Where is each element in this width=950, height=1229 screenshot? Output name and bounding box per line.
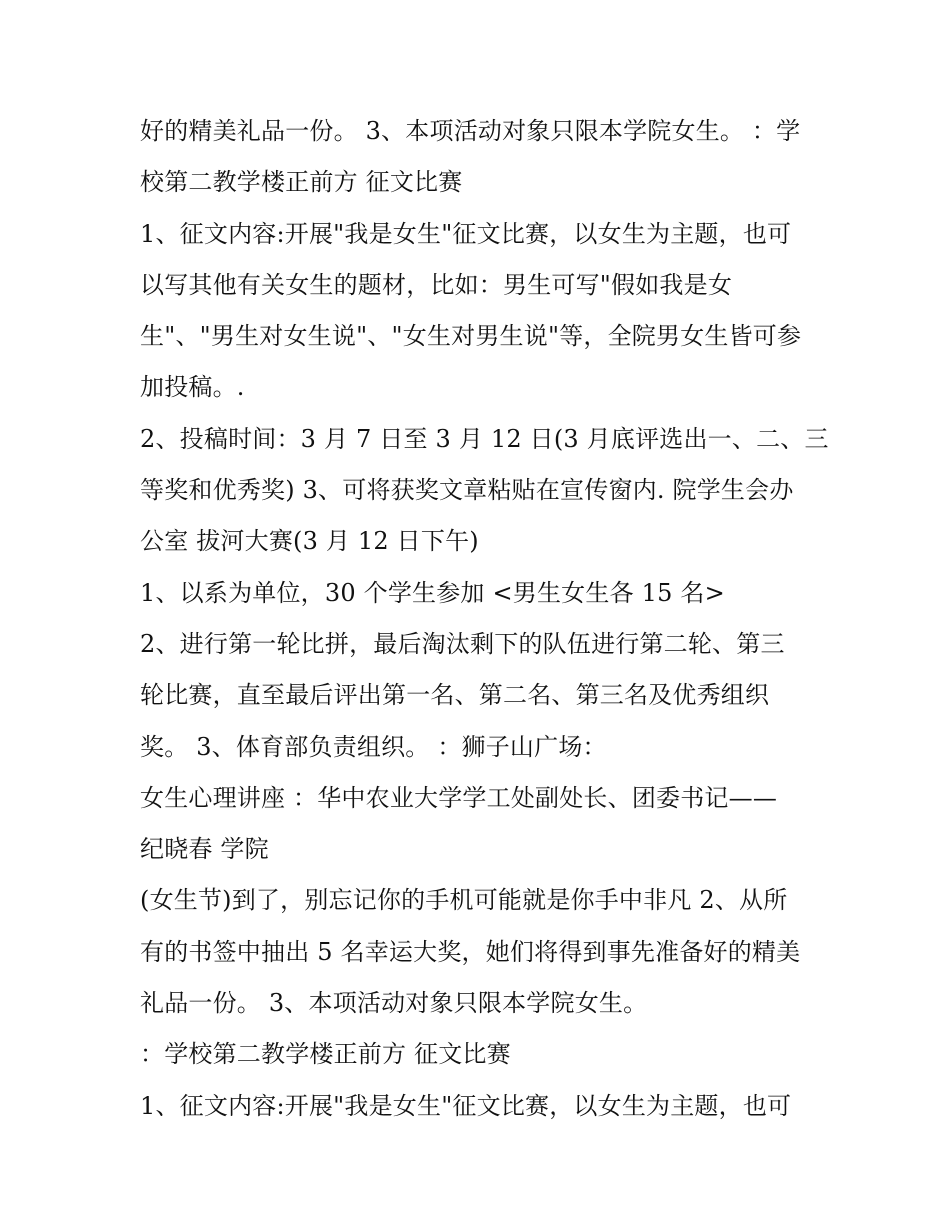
text-line: 有的书签中抽出 5 名幸运大奖，她们将得到事先准备好的精美 (140, 937, 801, 966)
text-line: 以写其他有关女生的题材，比如：男生可写"假如我是女 (140, 270, 733, 299)
text-line: ：学校第二教学楼正前方 征文比赛 (140, 1040, 511, 1069)
text-line: 1、征文内容:开展"我是女生"征文比赛，以女生为主题，也可 (140, 219, 792, 248)
text-line: 1、征文内容:开展"我是女生"征文比赛，以女生为主题，也可 (140, 1091, 792, 1120)
text-line: 校第二教学楼正前方 征文比赛 (140, 168, 463, 197)
text-line: 纪晓春 学院 (140, 835, 269, 864)
text-line: 等奖和优秀奖) 3、可将获奖文章粘贴在宣传窗内. 院学生会办 (140, 476, 794, 505)
text-line: 2、投稿时间：3 月 7 日至 3 月 12 日(3 月底评选出一、二、三 (140, 424, 829, 453)
text-line: 礼品一份。 3、本项活动对象只限本学院女生。 (140, 989, 648, 1018)
text-line: 女生心理讲座 ：华中农业大学学工处副处长、团委书记—— (140, 783, 778, 812)
text-line: 好的精美礼品一份。 3、本项活动对象只限本学院女生。 ：学 (140, 117, 801, 145)
text-line: (女生节)到了，别忘记你的手机可能就是你手中非凡 2、从所 (140, 886, 788, 915)
text-line: 奖。 3、体育部负责组织。 ：狮子山广场： (140, 732, 607, 761)
text-line: 公室 拔河大赛(3 月 12 日下午) (140, 527, 479, 556)
text-line: 1、以系为单位，30 个学生参加 <男生女生各 15 名> (140, 578, 725, 607)
text-line: 生"、"男生对女生说"、"女生对男生说"等，全院男女生皆可参 (140, 322, 802, 351)
text-line: 轮比赛，直至最后评出第一名、第二名、第三名及优秀组织 (140, 681, 770, 710)
text-line: 2、进行第一轮比拼，最后淘汰剩下的队伍进行第二轮、第三 (140, 629, 785, 658)
text-line: 加投稿。. (140, 373, 245, 402)
document-body (140, 106, 829, 1132)
